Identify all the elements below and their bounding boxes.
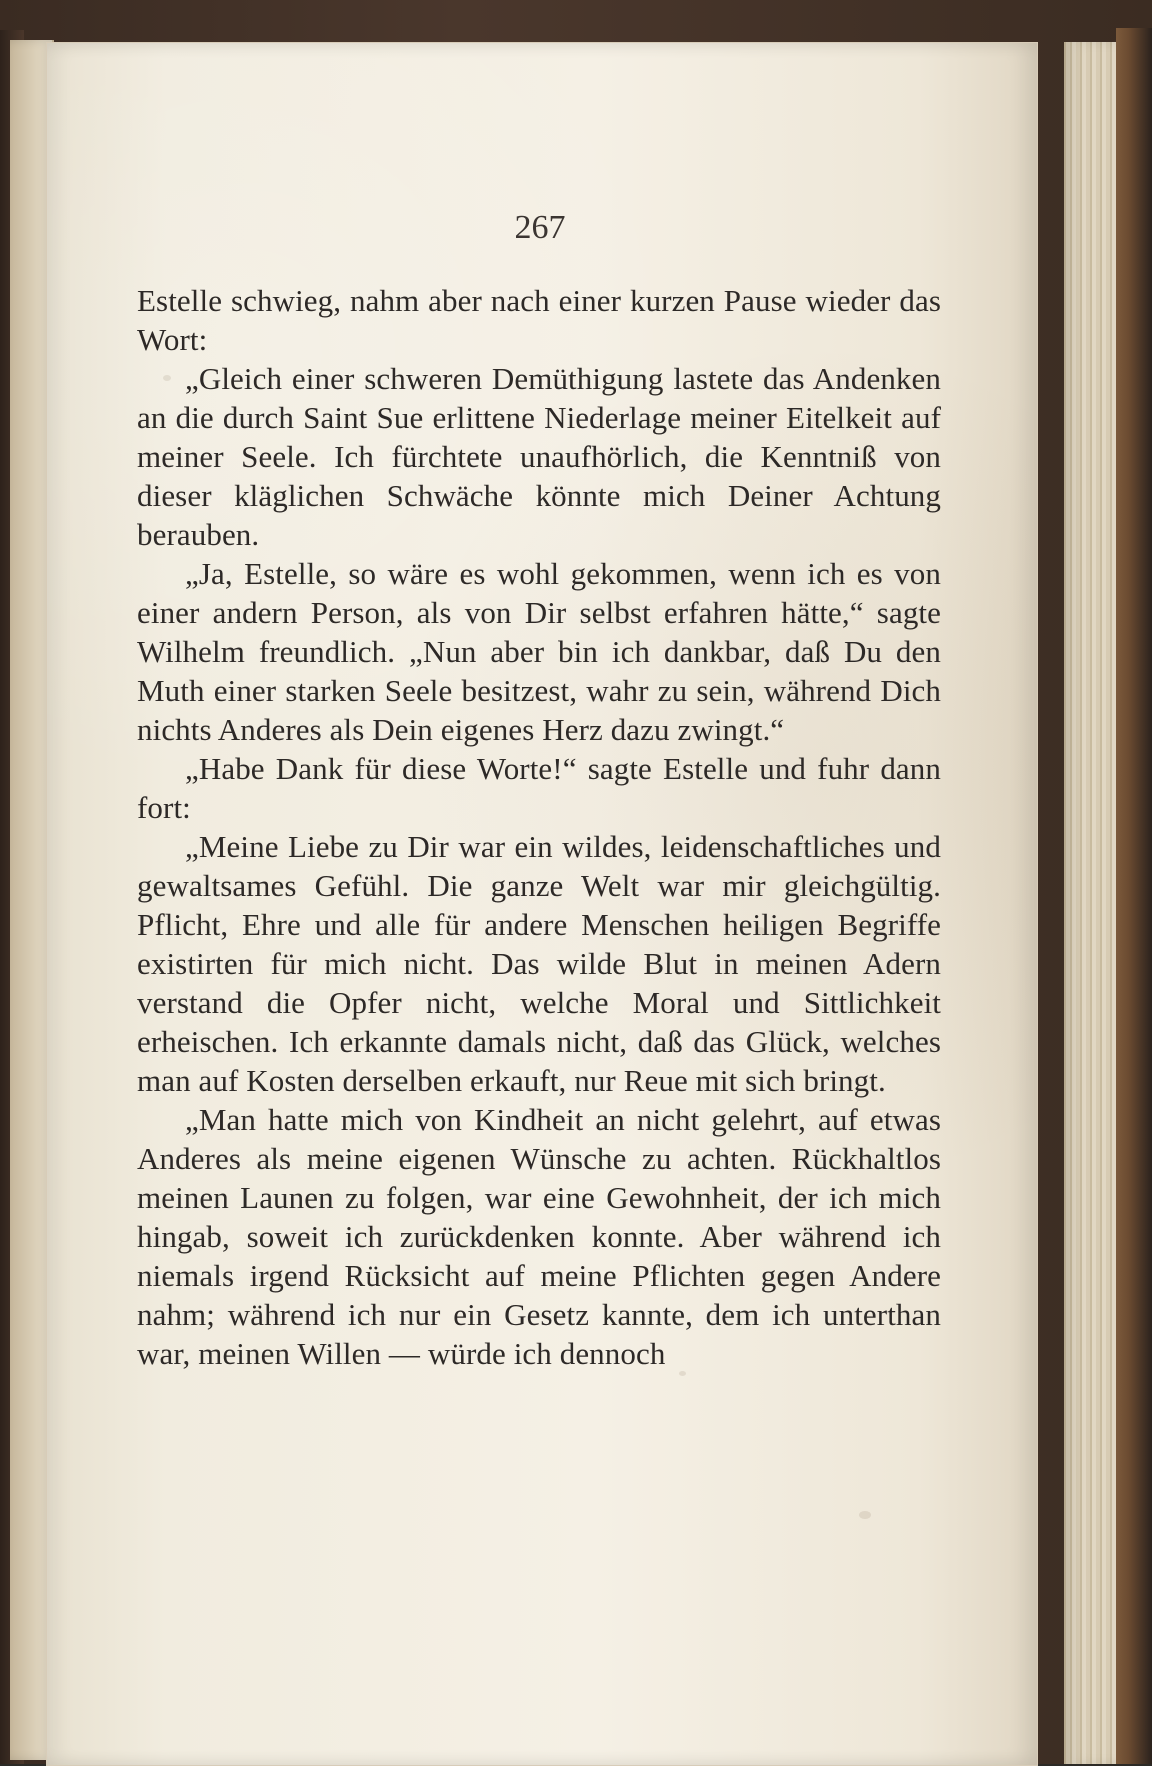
- text-paragraph: Estelle schwieg, nahm aber nach einer kurzen Pause wieder das Wort:: [137, 283, 941, 357]
- page-text: [137, 281, 941, 1373]
- text-paragraph: „Meine Liebe zu Dir war ein wildes, leidenschaftliches und gewaltsames Gefühl. Die ganze Welt war mir gleichgültig. Pflicht, Ehre und alle für andere Menschen heiligen Begriffe existirten für mich nicht. Das wilde Blut in meinen Adern verstand die Opfer nicht, welche Moral und Sittlichkeit erheischen. Ich erkannte damals nicht, daß das Glück, welches man auf Kosten derselben erkauft, nur Reue mit sich bringt.: [137, 829, 941, 1098]
- paper-fleck: [859, 1511, 871, 1519]
- page-number: 267: [514, 209, 566, 246]
- text-paragraph: „Gleich einer schweren Demüthigung lastete das Andenken an die durch Saint Sue erlittene Niederlage meiner Eitelkeit auf meiner Seele. Ich fürchtete unaufhörlich, die Kenntniß von dieser kläglichen Schwäche könnte mich Deiner Achtung berauben.: [137, 361, 941, 552]
- text-paragraph: „Habe Dank für diese Worte!“ sagte Estelle und fuhr dann fort:: [137, 751, 941, 825]
- book-page: [46, 42, 1038, 1766]
- text-paragraph: „Man hatte mich von Kindheit an nicht gelehrt, auf etwas Anderes als meine eigenen Wünsche zu achten. Rückhaltlos meinen Launen zu folgen, war eine Gewohnheit, der ich mich hingab, soweit ich zurückdenken konnte. Aber während ich niemals irgend Rücksicht auf meine Pflichten gegen Andere nahm; während ich nur ein Gesetz kannte, dem ich unterthan war, meinen Willen — würde ich dennoch: [137, 1102, 941, 1371]
- right-book-cover: [1116, 28, 1152, 1764]
- text-paragraph: „Ja, Estelle, so wäre es wohl gekommen, wenn ich es von einer andern Person, als von Dir selbst erfahren hätte,“ sagte Wilhelm freundlich. „Nun aber bin ich dankbar, daß Du den Muth einer starken Seele besitzest, wahr zu sein, während Dich nichts Anderes als Dein eigenes Herz dazu zwingt.“: [137, 556, 941, 747]
